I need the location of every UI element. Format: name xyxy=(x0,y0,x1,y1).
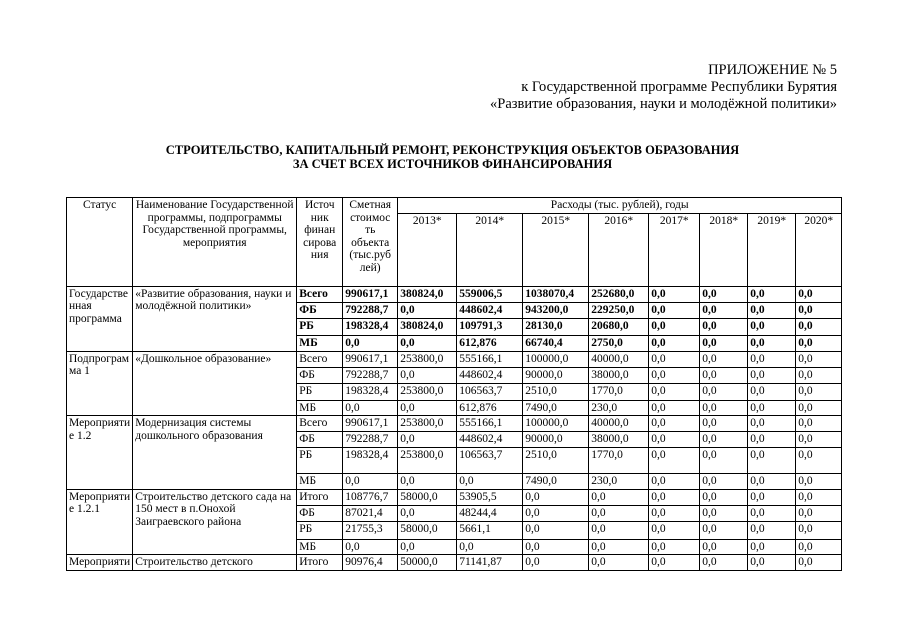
value-cell: 0,0 xyxy=(700,416,748,432)
value-cell: 0,0 xyxy=(796,539,842,555)
cost-cell: 198328,4 xyxy=(343,448,398,474)
value-cell: 0,0 xyxy=(398,335,457,351)
value-cell: 0,0 xyxy=(748,505,796,521)
value-cell: 0,0 xyxy=(748,489,796,505)
source-cell: Итого xyxy=(297,555,343,571)
row-name: Строительство детского сада на 150 мест в п.Онохой Заиграевского района xyxy=(133,489,297,555)
value-cell: 1038070,4 xyxy=(523,286,589,302)
source-cell: РБ xyxy=(297,448,343,474)
value-cell: 0,0 xyxy=(748,432,796,448)
value-cell: 7490,0 xyxy=(523,474,589,490)
value-cell: 58000,0 xyxy=(398,489,457,505)
header-year: 2015* xyxy=(523,213,589,286)
cost-cell: 21755,3 xyxy=(343,521,398,539)
value-cell: 230,0 xyxy=(589,474,649,490)
header-year: 2018* xyxy=(700,213,748,286)
value-cell: 90000,0 xyxy=(523,432,589,448)
cost-cell: 792288,7 xyxy=(343,432,398,448)
value-cell: 0,0 xyxy=(796,489,842,505)
value-cell: 2510,0 xyxy=(523,448,589,474)
value-cell: 0,0 xyxy=(649,367,700,383)
source-cell: ФБ xyxy=(297,367,343,383)
value-cell: 555166,1 xyxy=(457,351,523,367)
value-cell: 20680,0 xyxy=(589,318,649,335)
header-cost: Сметная стоимос ть объекта (тыс.руб лей) xyxy=(343,198,398,287)
value-cell: 2750,0 xyxy=(589,335,649,351)
value-cell: 0,0 xyxy=(649,335,700,351)
value-cell: 58000,0 xyxy=(398,521,457,539)
cost-cell: 990617,1 xyxy=(343,351,398,367)
value-cell: 5661,1 xyxy=(457,521,523,539)
table-row xyxy=(67,416,842,432)
value-cell: 0,0 xyxy=(398,539,457,555)
value-cell: 0,0 xyxy=(649,489,700,505)
table-row xyxy=(67,489,842,505)
document-title xyxy=(0,143,905,171)
value-cell: 380824,0 xyxy=(398,286,457,302)
value-cell: 0,0 xyxy=(748,539,796,555)
value-cell: 1770,0 xyxy=(589,383,649,400)
value-cell: 0,0 xyxy=(523,505,589,521)
source-cell: МБ xyxy=(297,400,343,416)
value-cell: 253800,0 xyxy=(398,351,457,367)
value-cell: 252680,0 xyxy=(589,286,649,302)
header-year: 2016* xyxy=(589,213,649,286)
value-cell: 0,0 xyxy=(649,521,700,539)
source-cell: Всего xyxy=(297,286,343,302)
value-cell: 0,0 xyxy=(700,302,748,318)
source-cell: МБ xyxy=(297,335,343,351)
value-cell: 0,0 xyxy=(700,555,748,571)
value-cell: 612,876 xyxy=(457,335,523,351)
value-cell: 0,0 xyxy=(649,474,700,490)
row-status: Государстве нная программа xyxy=(67,286,133,351)
table-row xyxy=(67,286,842,302)
value-cell: 40000,0 xyxy=(589,416,649,432)
value-cell: 100000,0 xyxy=(523,351,589,367)
appendix-line-2: к Государственной программе Республики Бурятия xyxy=(521,79,837,95)
header-year: 2019* xyxy=(748,213,796,286)
appendix-number: ПРИЛОЖЕНИЕ № 5 xyxy=(708,62,837,78)
value-cell: 0,0 xyxy=(523,521,589,539)
value-cell: 0,0 xyxy=(796,286,842,302)
value-cell: 0,0 xyxy=(748,555,796,571)
value-cell: 0,0 xyxy=(748,335,796,351)
value-cell: 230,0 xyxy=(589,400,649,416)
value-cell: 0,0 xyxy=(700,505,748,521)
value-cell: 0,0 xyxy=(398,474,457,490)
value-cell: 0,0 xyxy=(649,400,700,416)
value-cell: 106563,7 xyxy=(457,383,523,400)
value-cell: 0,0 xyxy=(589,555,649,571)
value-cell: 0,0 xyxy=(649,351,700,367)
value-cell: 253800,0 xyxy=(398,416,457,432)
source-cell: Всего xyxy=(297,416,343,432)
value-cell: 0,0 xyxy=(700,489,748,505)
value-cell: 0,0 xyxy=(700,351,748,367)
value-cell: 0,0 xyxy=(398,367,457,383)
row-status: Мероприяти xyxy=(67,555,133,571)
appendix-header xyxy=(490,62,837,113)
value-cell: 0,0 xyxy=(796,318,842,335)
value-cell: 0,0 xyxy=(700,335,748,351)
value-cell: 0,0 xyxy=(748,521,796,539)
title-line-2: ЗА СЧЕТ ВСЕХ ИСТОЧНИКОВ ФИНАНСИРОВАНИЯ xyxy=(292,157,613,171)
cost-cell: 90976,4 xyxy=(343,555,398,571)
value-cell: 38000,0 xyxy=(589,367,649,383)
value-cell: 0,0 xyxy=(748,416,796,432)
value-cell: 448602,4 xyxy=(457,302,523,318)
value-cell: 253800,0 xyxy=(398,383,457,400)
value-cell: 0,0 xyxy=(700,474,748,490)
cost-cell: 0,0 xyxy=(343,474,398,490)
value-cell: 0,0 xyxy=(649,432,700,448)
row-name: «Дошкольное образование» xyxy=(133,351,297,416)
value-cell: 0,0 xyxy=(398,302,457,318)
value-cell: 0,0 xyxy=(523,489,589,505)
value-cell: 0,0 xyxy=(748,400,796,416)
source-cell: ФБ xyxy=(297,432,343,448)
value-cell: 109791,3 xyxy=(457,318,523,335)
value-cell: 0,0 xyxy=(398,432,457,448)
value-cell: 38000,0 xyxy=(589,432,649,448)
source-cell: ФБ xyxy=(297,302,343,318)
value-cell: 0,0 xyxy=(649,416,700,432)
value-cell: 0,0 xyxy=(649,448,700,474)
value-cell: 0,0 xyxy=(649,286,700,302)
table-row xyxy=(67,555,842,571)
value-cell: 0,0 xyxy=(748,448,796,474)
value-cell: 0,0 xyxy=(748,383,796,400)
financing-table xyxy=(66,197,842,571)
value-cell: 0,0 xyxy=(796,432,842,448)
value-cell: 0,0 xyxy=(796,383,842,400)
value-cell: 943200,0 xyxy=(523,302,589,318)
cost-cell: 0,0 xyxy=(343,335,398,351)
value-cell: 0,0 xyxy=(523,555,589,571)
value-cell: 0,0 xyxy=(700,383,748,400)
value-cell: 0,0 xyxy=(796,351,842,367)
value-cell: 0,0 xyxy=(700,286,748,302)
cost-cell: 198328,4 xyxy=(343,318,398,335)
value-cell: 0,0 xyxy=(649,555,700,571)
appendix-line-3: «Развитие образования, науки и молодёжной политики» xyxy=(490,96,837,112)
value-cell: 0,0 xyxy=(796,302,842,318)
cost-cell: 792288,7 xyxy=(343,367,398,383)
row-status: Подпрограм ма 1 xyxy=(67,351,133,416)
cost-cell: 108776,7 xyxy=(343,489,398,505)
value-cell: 448602,4 xyxy=(457,432,523,448)
value-cell: 0,0 xyxy=(589,539,649,555)
cost-cell: 792288,7 xyxy=(343,302,398,318)
cost-cell: 198328,4 xyxy=(343,383,398,400)
source-cell: ФБ xyxy=(297,505,343,521)
cost-cell: 0,0 xyxy=(343,400,398,416)
value-cell: 0,0 xyxy=(700,521,748,539)
source-cell: МБ xyxy=(297,539,343,555)
value-cell: 40000,0 xyxy=(589,351,649,367)
value-cell: 0,0 xyxy=(398,400,457,416)
title-line-1: СТРОИТЕЛЬСТВО, КАПИТАЛЬНЫЙ РЕМОНТ, РЕКОНСТРУКЦИЯ ОБЪЕКТОВ ОБРАЗОВАНИЯ xyxy=(165,143,740,157)
row-status: Мероприяти е 1.2 xyxy=(67,416,133,490)
value-cell: 50000,0 xyxy=(398,555,457,571)
header-year: 2020* xyxy=(796,213,842,286)
value-cell: 2510,0 xyxy=(523,383,589,400)
header-name: Наименование Государственной программы, подпрограммы Государственной программы, мероприятия xyxy=(133,198,297,287)
cost-cell: 990617,1 xyxy=(343,286,398,302)
value-cell: 1770,0 xyxy=(589,448,649,474)
cost-cell: 990617,1 xyxy=(343,416,398,432)
value-cell: 0,0 xyxy=(457,474,523,490)
value-cell: 0,0 xyxy=(649,302,700,318)
value-cell: 253800,0 xyxy=(398,448,457,474)
source-cell: РБ xyxy=(297,318,343,335)
value-cell: 559006,5 xyxy=(457,286,523,302)
value-cell: 0,0 xyxy=(748,474,796,490)
value-cell: 0,0 xyxy=(796,367,842,383)
value-cell: 229250,0 xyxy=(589,302,649,318)
value-cell: 48244,4 xyxy=(457,505,523,521)
value-cell: 0,0 xyxy=(748,286,796,302)
value-cell: 0,0 xyxy=(589,505,649,521)
source-cell: МБ xyxy=(297,474,343,490)
value-cell: 0,0 xyxy=(796,555,842,571)
value-cell: 0,0 xyxy=(796,400,842,416)
row-status: Мероприяти е 1.2.1 xyxy=(67,489,133,555)
cost-cell: 0,0 xyxy=(343,539,398,555)
source-cell: РБ xyxy=(297,383,343,400)
source-cell: Всего xyxy=(297,351,343,367)
source-cell: Итого xyxy=(297,489,343,505)
value-cell: 0,0 xyxy=(589,489,649,505)
header-year: 2013* xyxy=(398,213,457,286)
row-name: Строительство детского xyxy=(133,555,297,571)
value-cell: 555166,1 xyxy=(457,416,523,432)
value-cell: 0,0 xyxy=(649,318,700,335)
value-cell: 0,0 xyxy=(457,539,523,555)
value-cell: 0,0 xyxy=(796,474,842,490)
value-cell: 0,0 xyxy=(649,505,700,521)
value-cell: 0,0 xyxy=(523,539,589,555)
value-cell: 0,0 xyxy=(589,521,649,539)
table-row xyxy=(67,351,842,367)
value-cell: 0,0 xyxy=(796,448,842,474)
value-cell: 0,0 xyxy=(398,505,457,521)
value-cell: 66740,4 xyxy=(523,335,589,351)
value-cell: 0,0 xyxy=(748,302,796,318)
header-source: Источ ник финан сирова ния xyxy=(297,198,343,287)
header-year: 2014* xyxy=(457,213,523,286)
value-cell: 0,0 xyxy=(748,367,796,383)
value-cell: 612,876 xyxy=(457,400,523,416)
value-cell: 53905,5 xyxy=(457,489,523,505)
value-cell: 0,0 xyxy=(796,335,842,351)
value-cell: 90000,0 xyxy=(523,367,589,383)
value-cell: 0,0 xyxy=(700,400,748,416)
header-status: Статус xyxy=(67,198,133,287)
value-cell: 380824,0 xyxy=(398,318,457,335)
value-cell: 7490,0 xyxy=(523,400,589,416)
header-year: 2017* xyxy=(649,213,700,286)
row-name: «Развитие образования, науки и молодёжной политики» xyxy=(133,286,297,351)
header-expenses: Расходы (тыс. рублей), годы xyxy=(398,198,842,214)
value-cell: 0,0 xyxy=(700,539,748,555)
value-cell: 0,0 xyxy=(649,383,700,400)
value-cell: 0,0 xyxy=(700,432,748,448)
value-cell: 28130,0 xyxy=(523,318,589,335)
cost-cell: 87021,4 xyxy=(343,505,398,521)
value-cell: 0,0 xyxy=(700,367,748,383)
value-cell: 0,0 xyxy=(796,505,842,521)
value-cell: 0,0 xyxy=(700,318,748,335)
value-cell: 0,0 xyxy=(796,521,842,539)
value-cell: 0,0 xyxy=(748,318,796,335)
value-cell: 0,0 xyxy=(796,416,842,432)
value-cell: 106563,7 xyxy=(457,448,523,474)
value-cell: 0,0 xyxy=(649,539,700,555)
value-cell: 0,0 xyxy=(700,448,748,474)
source-cell: РБ xyxy=(297,521,343,539)
value-cell: 100000,0 xyxy=(523,416,589,432)
value-cell: 0,0 xyxy=(748,351,796,367)
row-name: Модернизация системы дошкольного образования xyxy=(133,416,297,490)
value-cell: 448602,4 xyxy=(457,367,523,383)
value-cell: 71141,87 xyxy=(457,555,523,571)
